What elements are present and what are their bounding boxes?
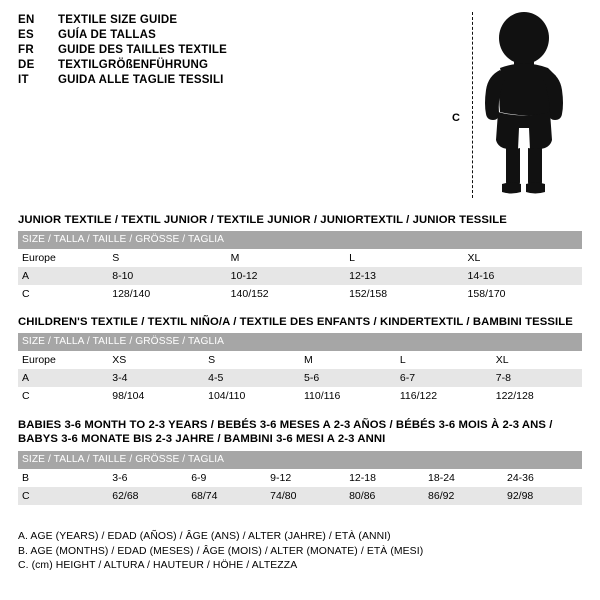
cell: 98/104	[108, 387, 204, 405]
table-row	[18, 285, 582, 303]
row-label: A	[18, 267, 108, 285]
table-header-row	[18, 333, 582, 351]
cell: 12-13	[345, 267, 463, 285]
table-row	[18, 249, 582, 267]
cell: 140/152	[227, 285, 345, 303]
cell: 104/110	[204, 387, 300, 405]
table-header-label: SIZE / TALLA / TAILLE / GRÖSSE / TAGLIA	[18, 231, 582, 249]
cell: L	[396, 351, 492, 369]
cell: 9-12	[266, 469, 345, 487]
cell: 6-9	[187, 469, 266, 487]
table-row	[18, 369, 582, 387]
cell: 158/170	[464, 285, 582, 303]
cell: 152/158	[345, 285, 463, 303]
section-title-babies-line2: BABYS 3-6 MONATE BIS 2-3 JAHRE / BAMBINI 3-6 MESI A 2-3 ANNI	[18, 433, 386, 445]
table-junior	[18, 231, 582, 303]
footnote-b: B. AGE (MONTHS) / EDAD (MESES) / ÂGE (MOIS) / ALTER (MONATE) / ETÀ (MESI)	[18, 545, 424, 557]
language-row-es	[18, 29, 438, 41]
cell: 3-4	[108, 369, 204, 387]
cell: S	[108, 249, 226, 267]
cell: XL	[492, 351, 582, 369]
language-header-block	[18, 14, 438, 89]
table-row	[18, 351, 582, 369]
row-label: Europe	[18, 249, 108, 267]
table-header-label: SIZE / TALLA / TAILLE / GRÖSSE / TAGLIA	[18, 451, 582, 469]
cell: 62/68	[108, 487, 187, 505]
language-row-en	[18, 14, 438, 26]
cell: 86/92	[424, 487, 503, 505]
cell: M	[300, 351, 396, 369]
section-junior	[18, 214, 582, 303]
row-label: A	[18, 369, 108, 387]
table-row	[18, 487, 582, 505]
table-header-row	[18, 451, 582, 469]
cell: 92/98	[503, 487, 582, 505]
language-title-fr: GUIDE DES TAILLES TEXTILE	[58, 44, 227, 56]
row-label: B	[18, 469, 108, 487]
cell: M	[227, 249, 345, 267]
section-title-babies	[18, 418, 582, 446]
cell: 3-6	[108, 469, 187, 487]
language-code-en: EN	[18, 14, 35, 26]
cell: 4-5	[204, 369, 300, 387]
cell: 116/122	[396, 387, 492, 405]
cell: 80/86	[345, 487, 424, 505]
table-row	[18, 469, 582, 487]
cell: 7-8	[492, 369, 582, 387]
section-title-junior: JUNIOR TEXTILE / TEXTIL JUNIOR / TEXTILE JUNIOR / JUNIORTEXTIL / JUNIOR TESSILE	[18, 214, 507, 226]
cell: 128/140	[108, 285, 226, 303]
table-row	[18, 387, 582, 405]
section-children	[18, 316, 582, 405]
row-label: C	[18, 285, 108, 303]
language-title-es: GUÍA DE TALLAS	[58, 29, 156, 41]
cell: 10-12	[227, 267, 345, 285]
cell: L	[345, 249, 463, 267]
section-title-children: CHILDREN'S TEXTILE / TEXTIL NIÑO/A / TEXTILE DES ENFANTS / KINDERTEXTIL / BAMBINI TESSILE	[18, 316, 573, 328]
footnote-c: C. (cm) HEIGHT / ALTURA / HAUTEUR / HÖHE / ALTEZZA	[18, 560, 298, 571]
cell: XS	[108, 351, 204, 369]
cell: 5-6	[300, 369, 396, 387]
footnote-a: A. AGE (YEARS) / EDAD (AÑOS) / ÂGE (ANS) / ALTER (JAHRE) / ETÀ (ANNI)	[18, 531, 391, 542]
measurement-figure	[452, 8, 592, 203]
cell: XL	[464, 249, 582, 267]
cell: 68/74	[187, 487, 266, 505]
toddler-silhouette-icon	[464, 8, 584, 203]
table-children	[18, 333, 582, 405]
measure-label-c: C	[452, 112, 460, 124]
table-header-row	[18, 231, 582, 249]
language-row-de	[18, 59, 438, 71]
table-babies	[18, 451, 582, 505]
cell: 24-36	[503, 469, 582, 487]
language-title-it: GUIDA ALLE TAGLIE TESSILI	[58, 74, 224, 86]
cell: 8-10	[108, 267, 226, 285]
cell: 12-18	[345, 469, 424, 487]
cell: S	[204, 351, 300, 369]
footnotes-block	[18, 530, 582, 574]
language-code-es: ES	[18, 29, 34, 41]
language-code-de: DE	[18, 59, 35, 71]
cell: 74/80	[266, 487, 345, 505]
cell: 14-16	[464, 267, 582, 285]
cell: 110/116	[300, 387, 396, 405]
language-row-it	[18, 74, 438, 86]
row-label: Europe	[18, 351, 108, 369]
cell: 18-24	[424, 469, 503, 487]
table-header-label: SIZE / TALLA / TAILLE / GRÖSSE / TAGLIA	[18, 333, 582, 351]
language-row-fr	[18, 44, 438, 56]
cell: 6-7	[396, 369, 492, 387]
language-title-en: TEXTILE SIZE GUIDE	[58, 14, 178, 26]
language-code-fr: FR	[18, 44, 34, 56]
cell: 122/128	[492, 387, 582, 405]
language-code-it: IT	[18, 74, 29, 86]
section-title-babies-line1: BABIES 3-6 MONTH TO 2-3 YEARS / BEBÉS 3-6 MESES A 2-3 AÑOS / BÉBÉS 3-6 MOIS À 2-3 ANS /	[18, 419, 553, 431]
row-label: C	[18, 487, 108, 505]
row-label: C	[18, 387, 108, 405]
language-title-de: TEXTILGRÖßENFÜHRUNG	[58, 59, 209, 71]
section-babies	[18, 418, 582, 505]
table-row	[18, 267, 582, 285]
